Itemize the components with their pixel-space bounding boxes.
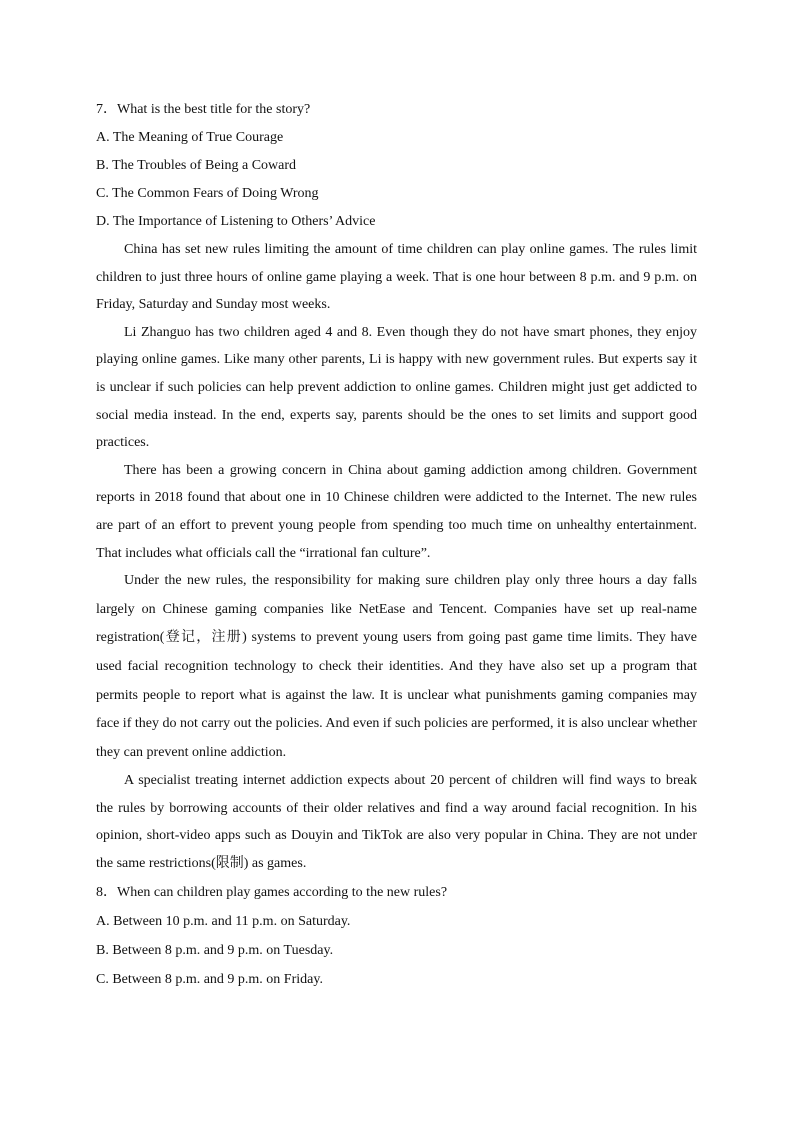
question-8-option-a: A. Between 10 p.m. and 11 p.m. on Saturday. (96, 913, 351, 929)
question-7-option-b: B. The Troubles of Being a Coward (96, 158, 297, 173)
passage-paragraph-5: A specialist treating internet addiction expects about 20 percent of children will find ways to break the rules by borrowing accounts of their older relatives and find a way around facial recognition. In his opinion, short-video apps such as Douyin and TikTok are also very popular in China. They are not under the same restrictions(限制) as games. (96, 773, 697, 872)
passage-paragraph-2: Li Zhanguo has two children aged 4 and 8. Even though they do not have smart phones, they enjoy playing online games. Like many other parents, Li is happy with new government rules. But experts say it is unclear if such policies can help prevent addiction to online games. Children might just get addicted to social media instead. In the end, experts say, parents should be the ones to set limits and support good practices. (96, 324, 697, 451)
passage-paragraph-4: Under the new rules, the responsibility for making sure children play only three hours a day falls largely on Chinese gaming companies like NetEase and Tencent. Companies have set up real-name registration(登记，注册) systems to prevent young users from going past game time limits. They have used facial recognition technology to check their identities. And they have also set up a program that permits people to report what is against the law. It is unclear what punishments gaming companies may face if they do not carry out the policies. And even if such policies are performed, it is also unclear whether they can prevent online addiction. (96, 573, 698, 760)
question-7-stem: 7．What is the best title for the story? (96, 102, 311, 117)
document-page (96, 96, 697, 994)
question-8-option-b: B. Between 8 p.m. and 9 p.m. on Tuesday. (96, 942, 334, 958)
question-8-stem: 8．When can children play games according to the new rules? (96, 884, 448, 900)
question-8 (96, 878, 697, 994)
question-7 (96, 96, 697, 236)
reading-passage (96, 236, 697, 878)
question-7-option-a: A. The Meaning of True Courage (96, 130, 284, 145)
passage-paragraph-3: There has been a growing concern in China about gaming addiction among children. Government reports in 2018 found that about one in 10 Chinese children were addicted to the Internet. The new rules are part of an effort to prevent young people from spending too much time on unhealthy entertainment. That includes what officials call the “irrational fan culture”. (96, 462, 697, 561)
question-7-option-c: C. The Common Fears of Doing Wrong (96, 186, 319, 201)
passage-paragraph-1: China has set new rules limiting the amount of time children can play online games. The rules limit children to just three hours of online game playing a week. That is one hour between 8 p.m. and 9 p.m. on Friday, Saturday and Sunday most weeks. (96, 242, 697, 313)
question-7-option-d: D. The Importance of Listening to Others’ Advice (96, 214, 376, 229)
question-8-option-c: C. Between 8 p.m. and 9 p.m. on Friday. (96, 971, 323, 987)
